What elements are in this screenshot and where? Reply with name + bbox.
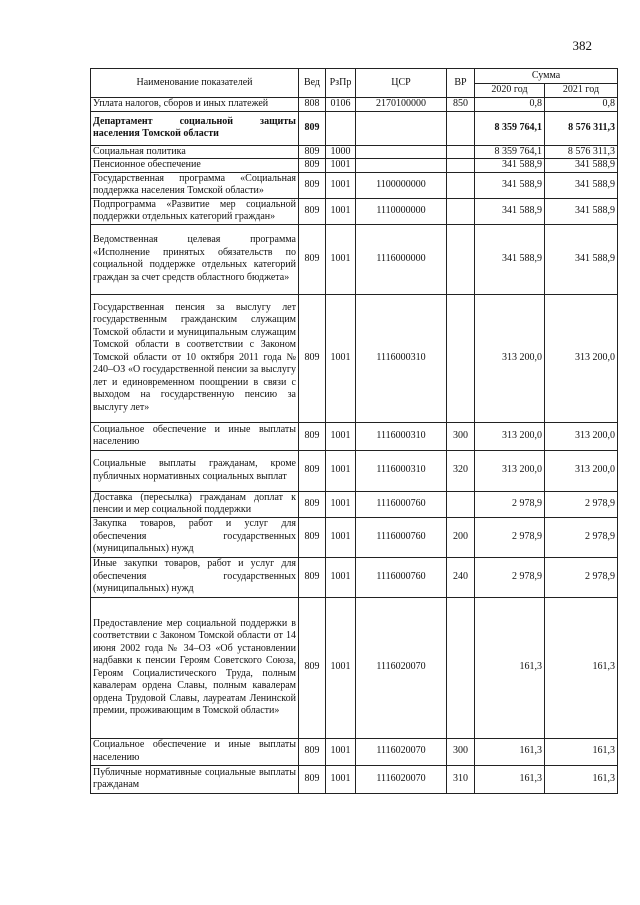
- cell-ved: 809: [299, 145, 326, 159]
- cell-v2021: 0,8: [545, 98, 618, 112]
- cell-ved: 809: [299, 765, 326, 793]
- cell-v2020: 313 200,0: [475, 422, 545, 450]
- cell-v2021: 161,3: [545, 597, 618, 738]
- cell-name: Закупка товаров, работ и услуг для обеспечения государственных (муниципальных) нужд: [91, 517, 299, 557]
- header-sum: Сумма: [475, 69, 618, 84]
- cell-name: Подпрограмма «Развитие мер социальной поддержки отдельных категорий граждан»: [91, 198, 299, 224]
- cell-csr: 1116000000: [356, 224, 447, 294]
- header-2020: 2020 год: [475, 83, 545, 98]
- cell-v2020: 341 588,9: [475, 172, 545, 198]
- cell-v2020: 161,3: [475, 765, 545, 793]
- cell-csr: 1116000310: [356, 422, 447, 450]
- cell-rzpr: 1001: [326, 765, 356, 793]
- cell-name: Социальная политика: [91, 145, 299, 159]
- header-rzpr: РзПр: [326, 69, 356, 98]
- cell-ved: 809: [299, 738, 326, 765]
- cell-ved: 809: [299, 517, 326, 557]
- cell-csr: 2170100000: [356, 98, 447, 112]
- cell-v2021: 2 978,9: [545, 517, 618, 557]
- header-row: [91, 69, 618, 84]
- header-2021: 2021 год: [545, 83, 618, 98]
- table-row: [91, 145, 618, 159]
- cell-ved: 809: [299, 198, 326, 224]
- header-ved: Вед: [299, 69, 326, 98]
- cell-rzpr: 1001: [326, 198, 356, 224]
- cell-rzpr: 1000: [326, 145, 356, 159]
- cell-vr: 850: [447, 98, 475, 112]
- cell-csr: 1116000760: [356, 517, 447, 557]
- cell-csr: 1116000760: [356, 491, 447, 517]
- table-row: [91, 517, 618, 557]
- table-row: [91, 450, 618, 491]
- cell-vr: [447, 224, 475, 294]
- table-row: [91, 224, 618, 294]
- cell-rzpr: 1001: [326, 172, 356, 198]
- header-csr: ЦСР: [356, 69, 447, 98]
- table-row: [91, 738, 618, 765]
- cell-rzpr: 1001: [326, 159, 356, 173]
- cell-v2020: 341 588,9: [475, 159, 545, 173]
- cell-v2020: 0,8: [475, 98, 545, 112]
- cell-ved: 809: [299, 111, 326, 145]
- cell-v2021: 313 200,0: [545, 450, 618, 491]
- cell-ved: 809: [299, 450, 326, 491]
- cell-vr: [447, 198, 475, 224]
- cell-name: Государственная программа «Социальная поддержка населения Томской области»: [91, 172, 299, 198]
- cell-name: Предоставление мер социальной поддержки в соответствии с Законом Томской области от 14 июня 2002 года № 34–ОЗ «Об установлении надбавки к пенсии Героям Советского Союза, Героям Социалистического Труда, полным кавалерам ордена Славы, полным кавалерам ордена Трудовой Славы, лауреатам Ленинской премии, проживающим в Томской области»: [91, 597, 299, 738]
- cell-csr: [356, 145, 447, 159]
- cell-rzpr: 1001: [326, 738, 356, 765]
- cell-rzpr: 1001: [326, 491, 356, 517]
- cell-csr: 1110000000: [356, 198, 447, 224]
- cell-ved: 809: [299, 422, 326, 450]
- table-row: [91, 294, 618, 422]
- cell-name: Уплата налогов, сборов и иных платежей: [91, 98, 299, 112]
- cell-v2020: 313 200,0: [475, 450, 545, 491]
- cell-v2021: 161,3: [545, 738, 618, 765]
- cell-rzpr: 1001: [326, 557, 356, 597]
- table-row: [91, 557, 618, 597]
- cell-v2020: 161,3: [475, 738, 545, 765]
- cell-v2021: 2 978,9: [545, 557, 618, 597]
- cell-v2021: 161,3: [545, 765, 618, 793]
- cell-rzpr: 1001: [326, 597, 356, 738]
- cell-ved: 809: [299, 172, 326, 198]
- cell-v2020: 2 978,9: [475, 491, 545, 517]
- cell-csr: [356, 159, 447, 173]
- cell-name: Социальные выплаты гражданам, кроме публичных нормативных социальных выплат: [91, 450, 299, 491]
- cell-v2021: 8 576 311,3: [545, 145, 618, 159]
- cell-ved: 809: [299, 491, 326, 517]
- cell-v2021: 341 588,9: [545, 198, 618, 224]
- cell-ved: 809: [299, 557, 326, 597]
- cell-rzpr: 1001: [326, 224, 356, 294]
- cell-v2021: 313 200,0: [545, 422, 618, 450]
- cell-vr: [447, 294, 475, 422]
- cell-csr: [356, 111, 447, 145]
- cell-ved: 809: [299, 224, 326, 294]
- cell-ved: 808: [299, 98, 326, 112]
- cell-csr: 1116000310: [356, 450, 447, 491]
- cell-name: Пенсионное обеспечение: [91, 159, 299, 173]
- table-row: [91, 159, 618, 173]
- table-row: [91, 491, 618, 517]
- cell-vr: [447, 145, 475, 159]
- cell-v2021: 341 588,9: [545, 159, 618, 173]
- budget-table: [90, 68, 618, 794]
- cell-vr: 320: [447, 450, 475, 491]
- cell-name: Публичные нормативные социальные выплаты гражданам: [91, 765, 299, 793]
- cell-csr: 1116000760: [356, 557, 447, 597]
- cell-rzpr: 1001: [326, 517, 356, 557]
- cell-v2021: 8 576 311,3: [545, 111, 618, 145]
- page-number: 382: [572, 38, 592, 53]
- cell-v2021: 2 978,9: [545, 491, 618, 517]
- table-row: [91, 765, 618, 793]
- cell-vr: [447, 491, 475, 517]
- header-vr: ВР: [447, 69, 475, 98]
- cell-name: Департамент социальной защиты населения Томской области: [91, 111, 299, 145]
- cell-rzpr: 1001: [326, 450, 356, 491]
- cell-v2020: 8 359 764,1: [475, 111, 545, 145]
- cell-name: Социальное обеспечение и иные выплаты населению: [91, 738, 299, 765]
- cell-ved: 809: [299, 159, 326, 173]
- table-row: [91, 198, 618, 224]
- cell-csr: 1116020070: [356, 765, 447, 793]
- header-name: Наименование показателей: [91, 69, 299, 98]
- cell-name: Государственная пенсия за выслугу лет государственным гражданским служащим Томской области и муниципальным служащим Томской области в соответствии с Законом Томской области от 10 октября 2011 года № 240–ОЗ «О государственной пенсии за выслугу лет и единовременном поощрении в связи с выходом на государственную пенсию за выслугу лет»: [91, 294, 299, 422]
- cell-csr: 1116020070: [356, 738, 447, 765]
- cell-v2021: 341 588,9: [545, 224, 618, 294]
- cell-name: Ведомственная целевая программа «Исполнение принятых обязательств по социальной поддержке отдельных категорий граждан за счет средств областного бюджета»: [91, 224, 299, 294]
- cell-name: Доставка (пересылка) гражданам доплат к пенсии и мер социальной поддержки: [91, 491, 299, 517]
- cell-v2020: 161,3: [475, 597, 545, 738]
- table-row: [91, 172, 618, 198]
- cell-name: Социальное обеспечение и иные выплаты населению: [91, 422, 299, 450]
- cell-v2021: 313 200,0: [545, 294, 618, 422]
- cell-vr: 300: [447, 422, 475, 450]
- cell-vr: [447, 172, 475, 198]
- cell-vr: [447, 159, 475, 173]
- cell-v2020: 2 978,9: [475, 517, 545, 557]
- cell-rzpr: [326, 111, 356, 145]
- cell-csr: 1116000310: [356, 294, 447, 422]
- cell-vr: 200: [447, 517, 475, 557]
- cell-v2020: 341 588,9: [475, 224, 545, 294]
- table-body: [91, 98, 618, 794]
- cell-v2020: 313 200,0: [475, 294, 545, 422]
- cell-rzpr: 0106: [326, 98, 356, 112]
- cell-rzpr: 1001: [326, 294, 356, 422]
- cell-vr: [447, 111, 475, 145]
- table-row: [91, 98, 618, 112]
- cell-csr: 1116020070: [356, 597, 447, 738]
- cell-vr: 300: [447, 738, 475, 765]
- cell-name: Иные закупки товаров, работ и услуг для обеспечения государственных (муниципальных) нужд: [91, 557, 299, 597]
- cell-csr: 1100000000: [356, 172, 447, 198]
- cell-rzpr: 1001: [326, 422, 356, 450]
- table-row: [91, 422, 618, 450]
- cell-ved: 809: [299, 294, 326, 422]
- cell-v2020: 341 588,9: [475, 198, 545, 224]
- cell-v2021: 341 588,9: [545, 172, 618, 198]
- table-row: [91, 111, 618, 145]
- cell-vr: [447, 597, 475, 738]
- cell-v2020: 8 359 764,1: [475, 145, 545, 159]
- cell-vr: 240: [447, 557, 475, 597]
- cell-ved: 809: [299, 597, 326, 738]
- table-row: [91, 597, 618, 738]
- cell-vr: 310: [447, 765, 475, 793]
- cell-v2020: 2 978,9: [475, 557, 545, 597]
